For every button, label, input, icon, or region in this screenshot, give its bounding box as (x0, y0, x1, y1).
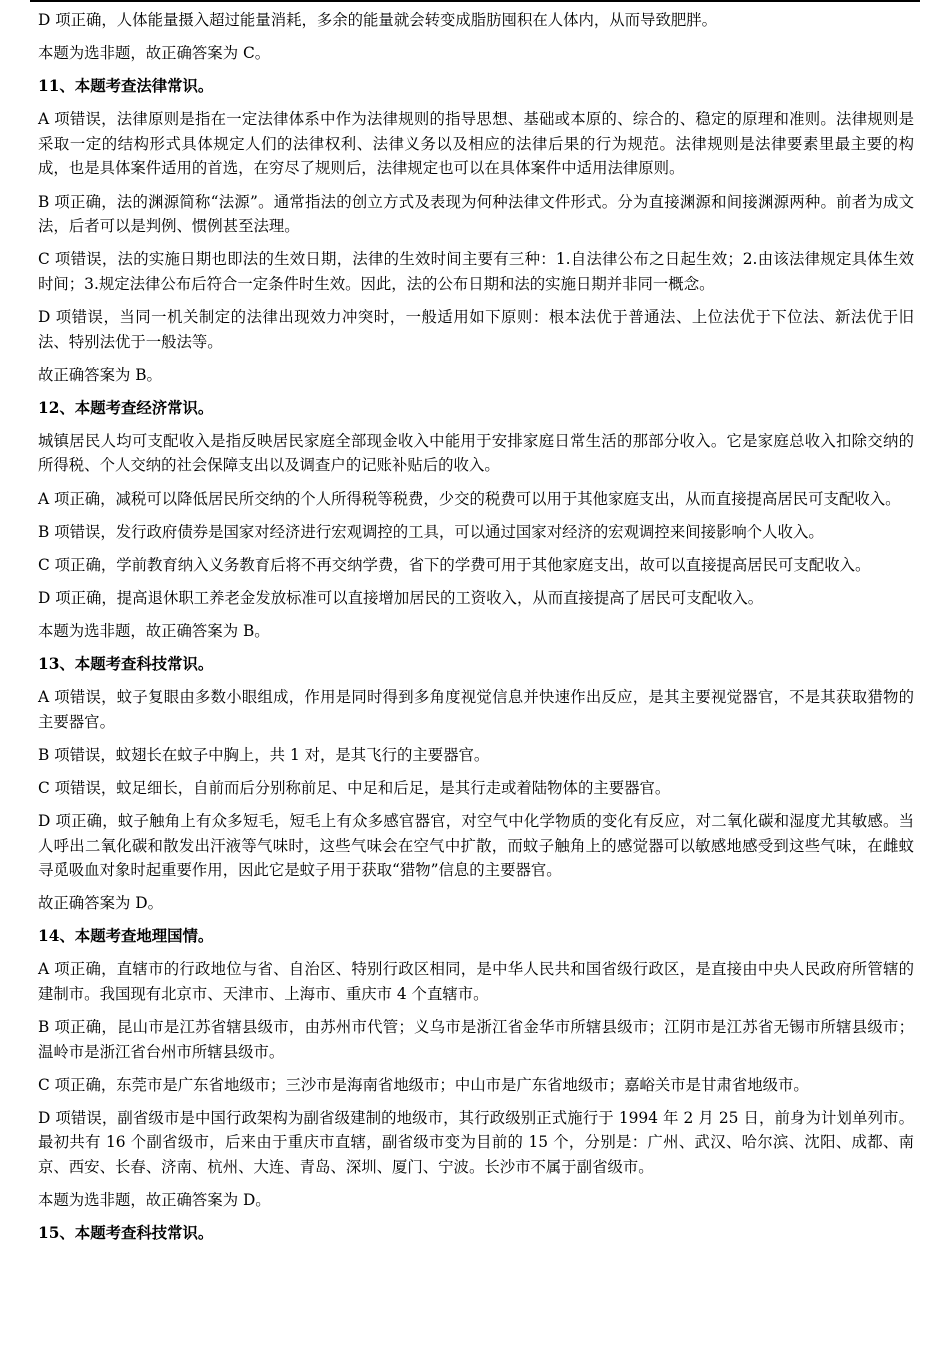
paragraph: D 项错误，副省级市是中国行政架构为副省级建制的地级市，其行政级别正式施行于 1994 年 2 月 25 日，前身为计划单列市。最初共有 16 个副省级市，后来由于重庆市直辖，副省级市变为目前的 15 个，分别是：广州、武汉、哈尔滨、沈阳、成都、南京、西安、长春、济南、杭州、大连、青岛、深圳、厦门、宁波。长沙市不属于副省级市。 (38, 1108, 914, 1177)
paragraph: 城镇居民人均可支配收入是指反映居民家庭全部现金收入中能用于安排家庭日常生活的那部分收入。它是家庭总收入扣除交纳的所得税、个人交纳的社会保障支出以及调查户的记账补贴后的收入。 (38, 431, 914, 475)
answer-line: 本题为选非题，故正确答案为 B。 (38, 621, 270, 640)
paragraph: B 项错误，发行政府债券是国家对经济进行宏观调控的工具，可以通过国家对经济的宏观调控来间接影响个人收入。 (38, 522, 824, 541)
question-heading: 12、本题考查经济常识。 (38, 398, 214, 417)
paragraph: C 项错误，蚊足细长，自前而后分别称前足、中足和后足，是其行走或着陆物体的主要器官。 (38, 778, 671, 797)
answer-line: 故正确答案为 B。 (38, 365, 162, 384)
paragraph: A 项正确，减税可以降低居民所交纳的个人所得税等税费，少交的税费可以用于其他家庭支出，从而直接提高居民可支配收入。 (38, 489, 901, 508)
paragraph: B 项正确，法的渊源简称“法源”。通常指法的创立方式及表现为何种法律文件形式。分为直接渊源和间接渊源两种。前者为成文法，后者可以是判例、惯例甚至法理。 (38, 192, 914, 236)
paragraph: C 项正确，学前教育纳入义务教育后将不再交纳学费，省下的学费可用于其他家庭支出，故可以直接提高居民可支配收入。 (38, 555, 871, 574)
paragraph: D 项正确，蚊子触角上有众多短毛，短毛上有众多感官器官，对空气中化学物质的变化有反应，对二氧化碳和湿度尤其敏感。当人呼出二氧化碳和散发出汗液等气味时，这些气味会在空气中扩散，而蚊子触角上的感觉器可以敏感地感受到这些气味，在雌蚊寻觅吸血对象时起重要作用，因此它是蚊子用于获取“猎物”信息的主要器官。 (38, 811, 914, 880)
document-body (38, 8, 914, 1254)
answer-line: 本题为选非题，故正确答案为 C。 (38, 44, 271, 63)
top-rule (30, 0, 920, 2)
paragraph: A 项正确，直辖市的行政地位与省、自治区、特别行政区相同，是中华人民共和国省级行政区，是直接由中央人民政府所管辖的建制市。我国现有北京市、天津市、上海市、重庆市 4 个直辖市。 (38, 960, 914, 1003)
paragraph: D 项错误，当同一机关制定的法律出现效力冲突时，一般适用如下原则：根本法优于普通法、上位法优于下位法、新法优于旧法、特别法优于一般法等。 (38, 307, 914, 351)
paragraph: D 项正确，人体能量摄入超过能量消耗，多余的能量就会转变成脂肪囤积在人体内，从而导致肥胖。 (38, 11, 718, 29)
paragraph: C 项错误，法的实施日期也即法的生效日期，法律的生效时间主要有三种：1.自法律公布之日起生效；2.由该法律规定具体生效时间；3.规定法律公布后符合一定条件时生效。因此，法的公布日期和法的实施日期并非同一概念。 (38, 250, 914, 293)
question-heading: 13、本题考查科技常识。 (38, 654, 214, 673)
question-heading: 11、本题考查法律常识。 (38, 77, 214, 96)
answer-line: 故正确答案为 D。 (38, 894, 163, 913)
paragraph: A 项错误，蚊子复眼由多数小眼组成，作用是同时得到多角度视觉信息并快速作出反应，是其主要视觉器官，不是其获取猎物的主要器官。 (38, 688, 914, 731)
paragraph: D 项正确，提高退休职工养老金发放标准可以直接增加居民的工资收入，从而直接提高了居民可支配收入。 (38, 588, 764, 607)
paragraph: C 项正确，东莞市是广东省地级市；三沙市是海南省地级市；中山市是广东省地级市；嘉峪关市是甘肃省地级市。 (38, 1075, 809, 1094)
answer-line: 本题为选非题，故正确答案为 D。 (38, 1191, 271, 1210)
question-heading: 14、本题考查地理国情。 (38, 927, 214, 946)
paragraph: A 项错误，法律原则是指在一定法律体系中作为法律规则的指导思想、基础或本原的、综合的、稳定的原理和准则。法律规则是采取一定的结构形式具体规定人们的法律权利、法律义务以及相应的法律后果的行为规范。法律规则是法律要素里最主要的构成，也是具体案件适用的首选，在穷尽了规则后，法律规定也可以在具体案件中适用法律原则。 (38, 110, 914, 178)
paragraph: B 项正确，昆山市是江苏省辖县级市，由苏州市代管；义乌市是浙江省金华市所辖县级市；江阴市是江苏省无锡市所辖县级市；温岭市是浙江省台州市所辖县级市。 (38, 1018, 914, 1061)
paragraph: B 项错误，蚊翅长在蚊子中胸上，共 1 对，是其飞行的主要器官。 (38, 745, 490, 764)
question-heading: 15、本题考查科技常识。 (38, 1224, 214, 1243)
